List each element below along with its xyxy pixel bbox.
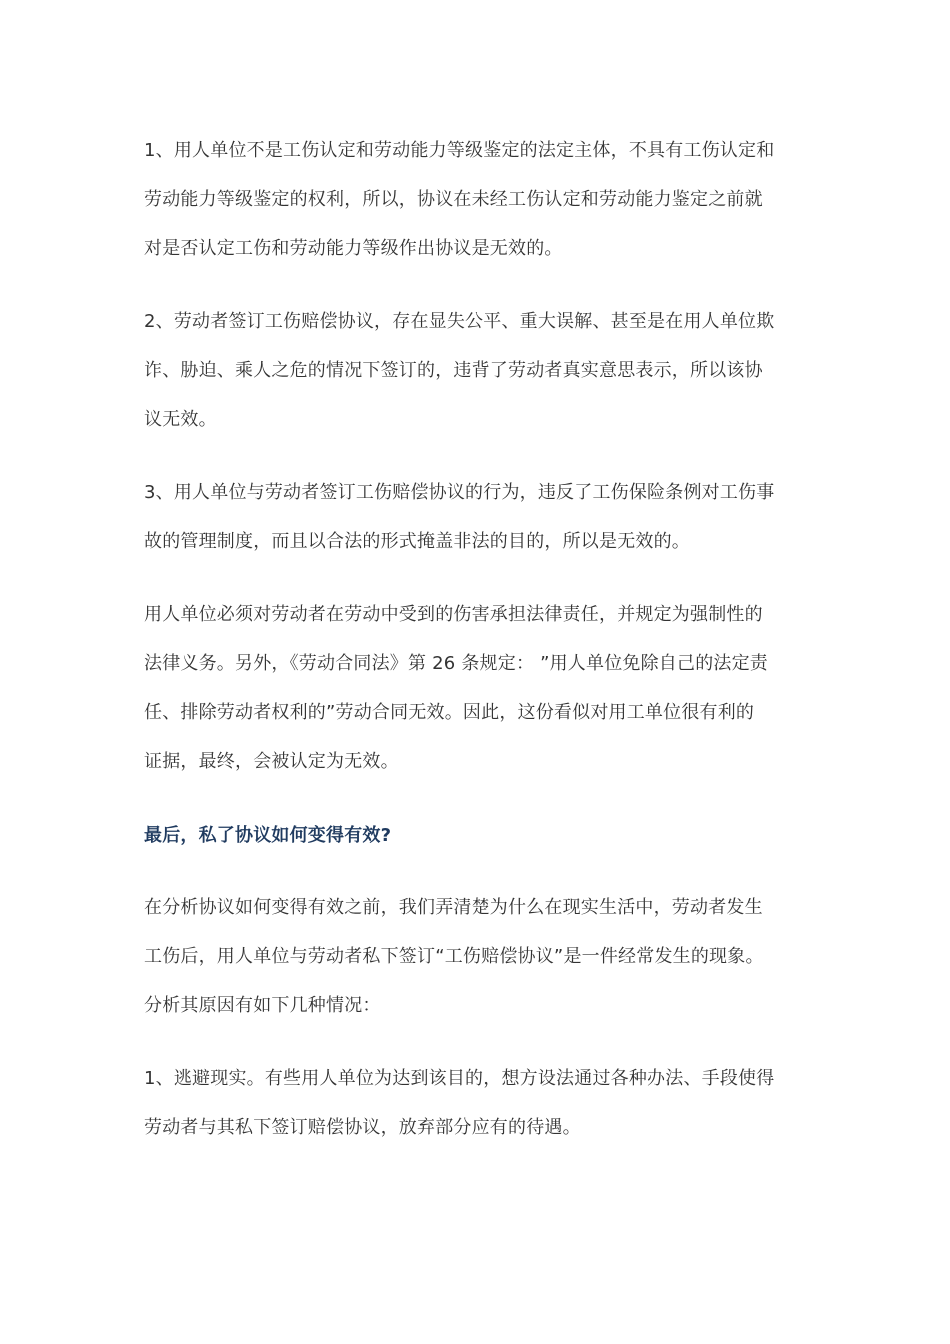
paragraph-2-line-2: 诈、胁迫、乘人之危的情况下签订的，违背了劳动者真实意思表示，所以该协 [144, 360, 763, 381]
paragraph-2-line-3: 议无效。 [144, 409, 217, 430]
paragraph-2-line-1: 2、劳动者签订工伤赔偿协议，存在显失公平、重大误解、甚至是在用人单位欺 [144, 311, 775, 332]
paragraph-4-line-4: 证据，最终，会被认定为无效。 [144, 751, 399, 772]
paragraph-6-line-1: 1、逃避现实。有些用人单位为达到该目的，想方设法通过各种办法、手段使得 [144, 1068, 775, 1089]
paragraph-3-line-2: 故的管理制度，而且以合法的形式掩盖非法的目的，所以是无效的。 [144, 531, 690, 552]
paragraph-1-line-2: 劳动能力等级鉴定的权利，所以，协议在未经工伤认定和劳动能力鉴定之前就 [144, 189, 763, 210]
paragraph-3-line-1: 3、用人单位与劳动者签订工伤赔偿协议的行为，违反了工伤保险条例对工伤事 [144, 482, 775, 503]
paragraph-5-line-2: 工伤后，用人单位与劳动者私下签订“工伤赔偿协议”是一件经常发生的现象。 [144, 946, 764, 967]
paragraph-1-line-1: 1、用人单位不是工伤认定和劳动能力等级鉴定的法定主体，不具有工伤认定和 [144, 140, 775, 161]
paragraph-4-line-2: 法律义务。另外，《劳动合同法》第 26 条规定： ”用人单位免除自己的法定责 [144, 653, 768, 674]
paragraph-5-line-3: 分析其原因有如下几种情况： [144, 995, 381, 1016]
paragraph-5-line-1: 在分析协议如何变得有效之前，我们弄清楚为什么在现实生活中，劳动者发生 [144, 897, 763, 918]
paragraph-4-line-1: 用人单位必须对劳动者在劳动中受到的伤害承担法律责任，并规定为强制性的 [144, 604, 763, 625]
section-heading: 最后，私了协议如何变得有效? [144, 825, 392, 846]
paragraph-6-line-2: 劳动者与其私下签订赔偿协议，放弃部分应有的待遇。 [144, 1117, 581, 1138]
paragraph-1-line-3: 对是否认定工伤和劳动能力等级作出协议是无效的。 [144, 238, 563, 259]
paragraph-4-line-3: 任、排除劳动者权利的”劳动合同无效。因此，这份看似对用工单位很有利的 [144, 702, 755, 723]
